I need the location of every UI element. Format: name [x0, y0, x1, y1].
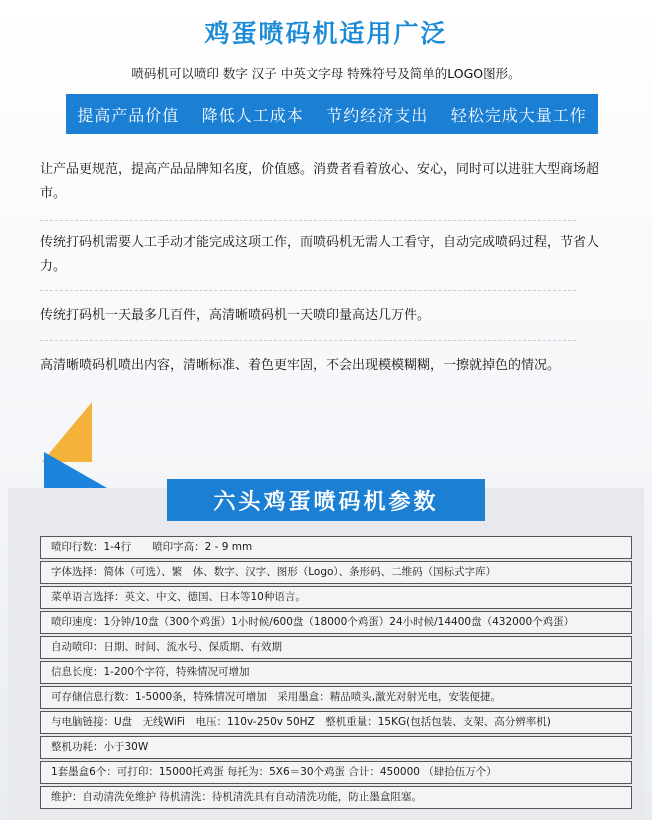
spec-row: 自动喷印：日期、时间、流水号、保质期、有效期: [40, 636, 632, 659]
spec-row: 维护：自动清洗免维护 待机清洗：待机清洗具有自动清洗功能，防止墨盒阻塞。: [40, 786, 632, 809]
spec-row: 喷印速度：1分钟/10盘（300个鸡蛋）1小时候/600盘（18000个鸡蛋）24小时候/14400盘（432000个鸡蛋）: [40, 611, 632, 634]
paragraph: 让产品更规范，提高产品品牌知名度，价值感。消费者看着放心、安心，同时可以进驻大型商场超市。: [40, 162, 600, 201]
benefit-item: 降低人工成本: [201, 105, 304, 125]
spec-row: 字体选择：简体（可选）、繁 体、数字、汉字、图形（Logo）、条形码、二维码（国标式字库）: [40, 561, 632, 584]
paragraph: 传统打码机一天最多几百件，高清晰喷码机一天喷印量高达几万件。: [40, 308, 431, 323]
benefit-item: 节约经济支出: [326, 105, 429, 125]
benefit-item: 轻松完成大量工作: [450, 105, 587, 125]
specs-table: [40, 536, 632, 811]
specs-title: 六头鸡蛋喷码机参数: [167, 479, 485, 521]
decorative-triangle-blue: [44, 452, 114, 492]
spec-row: 菜单语言选择：英文、中文、德国、日本等10种语言。: [40, 586, 632, 609]
spec-row: 整机功耗：小于30W: [40, 736, 632, 759]
spec-row: 与电脑链接：U盘 无线WiFi 电压：110v-250v 50HZ 整机重量：15KG(包括包装、支架、高分辨率机): [40, 711, 632, 734]
divider: [40, 220, 576, 221]
divider: [40, 340, 576, 341]
paragraph: 高清晰喷码机喷出内容，清晰标准、着色更牢固，不会出现模模糊糊，一擦就掉色的情况。: [40, 358, 561, 373]
paragraph: 传统打码机需要人工手动才能完成这项工作，而喷码机无需人工看守，自动完成喷码过程，节省人力。: [40, 235, 600, 274]
divider: [40, 290, 576, 291]
benefits-banner: [66, 94, 598, 134]
page-title: 鸡蛋喷码机适用广泛: [204, 19, 448, 48]
spec-row: 1套墨盒6个：可打印：15000托鸡蛋 每托为：5X6＝30个鸡蛋 合计：450000 （肆拾伍万个）: [40, 761, 632, 784]
spec-row: 信息长度：1-200个字符，特殊情况可增加: [40, 661, 632, 684]
spec-row: 喷印行数：1-4行 喷印字高：2 - 9 mm: [40, 536, 632, 559]
page-subtitle: 喷码机可以喷印 数字 汉子 中英文字母 特殊符号及简单的LOGO图形。: [131, 66, 521, 81]
spec-row: 可存储信息行数：1-5000条，特殊情况可增加 采用墨盒：精品喷头,激光对射光电，安装便捷。: [40, 686, 632, 709]
benefit-item: 提高产品价值: [77, 105, 180, 125]
